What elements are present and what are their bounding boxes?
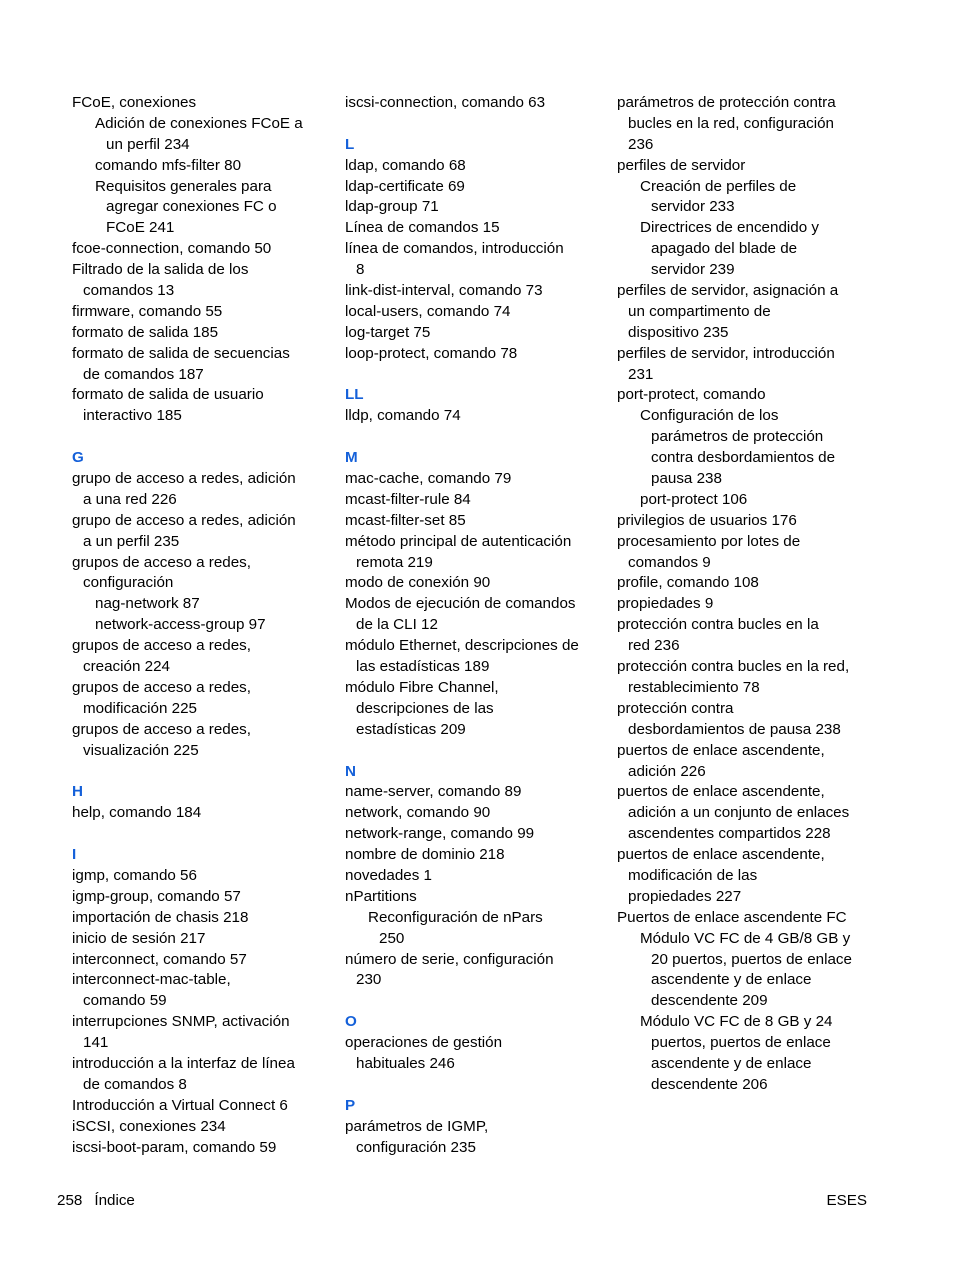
index-subentry: configuración (83, 574, 174, 592)
index-entry: protección contra bucles en la (617, 616, 819, 634)
index-entry: iSCSI, conexiones 234 (72, 1117, 226, 1135)
index-letter-heading: M (345, 449, 358, 467)
index-entry: nombre de dominio 218 (345, 846, 505, 864)
index-entry: Introducción a Virtual Connect 6 (72, 1096, 288, 1114)
index-subentry: propiedades 227 (628, 887, 742, 905)
index-entry: grupo de acceso a redes, adición (72, 511, 296, 529)
index-entry: port-protect, comando (617, 386, 766, 404)
index-entry: firmware, comando 55 (72, 302, 223, 320)
index-subentry: Adición de conexiones FCoE a (95, 114, 303, 132)
index-subentry: network-access-group 97 (95, 616, 266, 634)
index-entry: iscsi-connection, comando 63 (345, 94, 546, 111)
index-subentry: adición 226 (628, 762, 706, 780)
index-entry: FCoE, conexiones (72, 94, 197, 111)
index-column-3 (617, 93, 879, 1096)
index-subentry: adición a un conjunto de enlaces (628, 804, 850, 822)
index-subentry: desbordamientos de pausa 238 (628, 720, 841, 738)
index-entry: perfiles de servidor, asignación a (617, 282, 839, 300)
index-entry: network, comando 90 (345, 804, 491, 822)
index-subentry: parámetros de protección (651, 428, 824, 446)
index-column-1 (72, 93, 334, 1158)
index-entry: formato de salida de secuencias (72, 344, 290, 362)
index-subentry: bucles en la red, configuración (628, 114, 835, 132)
index-subentry: a una red 226 (83, 490, 177, 508)
index-subentry: ascendentes compartidos 228 (628, 825, 831, 843)
index-subentry: visualización 225 (83, 741, 199, 759)
index-letter-heading: I (72, 846, 77, 864)
index-subentry: interactivo 185 (83, 407, 182, 425)
index-subentry: de comandos 8 (83, 1075, 187, 1093)
index-entry: introducción a la interfaz de línea (72, 1054, 295, 1072)
index-entry: lldp, comando 74 (345, 407, 461, 425)
index-entry: método principal de autenticación (345, 532, 572, 550)
index-entry: igmp-group, comando 57 (72, 887, 241, 905)
index-entry: loop-protect, comando 78 (345, 344, 518, 362)
index-entry: grupos de acceso a redes, (72, 720, 251, 738)
footer-section-title: Índice (94, 1192, 135, 1209)
index-entry: name-server, comando 89 (345, 783, 522, 801)
index-entry: grupos de acceso a redes, (72, 553, 251, 571)
page-footer-left (57, 1191, 135, 1211)
index-entry: local-users, comando 74 (345, 302, 511, 320)
index-letter-heading: N (345, 762, 356, 780)
index-entry: grupos de acceso a redes, (72, 637, 251, 655)
index-entry: perfiles de servidor, introducción (617, 344, 835, 362)
index-subentry: servidor 239 (651, 261, 735, 279)
index-column-2 (345, 93, 607, 1158)
index-entry: grupos de acceso a redes, (72, 678, 251, 696)
index-entry: protección contra bucles en la red, (617, 658, 850, 676)
index-entry: iscsi-boot-param, comando 59 (72, 1138, 277, 1156)
index-entry: link-dist-interval, comando 73 (345, 282, 543, 300)
index-entry: número de serie, configuración (345, 950, 554, 968)
index-subentry: a un perfil 235 (83, 532, 180, 550)
index-subentry: servidor 233 (651, 198, 735, 216)
index-entry: igmp, comando 56 (72, 866, 197, 884)
index-subentry: comando mfs-filter 80 (95, 156, 242, 174)
section-spacer (345, 365, 607, 386)
index-subentry: comandos 13 (83, 282, 175, 300)
section-spacer (345, 991, 607, 1012)
section-spacer (345, 1075, 607, 1096)
index-entry: fcoe-connection, comando 50 (72, 240, 272, 258)
index-entry: inicio de sesión 217 (72, 929, 206, 947)
index-subentry: descendente 209 (651, 992, 768, 1010)
index-subentry: remota 219 (356, 553, 433, 571)
index-subentry: nag-network 87 (95, 595, 200, 613)
index-subentry: FCoE 241 (106, 219, 175, 237)
index-subentry: 231 (628, 365, 654, 383)
index-entry: puertos de enlace ascendente, (617, 783, 825, 801)
index-subentry: descripciones de las (356, 699, 494, 717)
index-letter-heading: LL (345, 386, 364, 404)
index-subentry: pausa 238 (651, 470, 722, 488)
index-entry: mcast-filter-set 85 (345, 511, 466, 529)
index-entry: Modos de ejecución de comandos (345, 595, 576, 613)
index-entry: profile, comando 108 (617, 574, 759, 592)
index-entry: interconnect, comando 57 (72, 950, 247, 968)
index-entry: puertos de enlace ascendente, (617, 741, 825, 759)
index-subentry: Módulo VC FC de 8 GB y 24 (640, 1013, 833, 1031)
index-entry: Filtrado de la salida de los (72, 261, 249, 279)
index-subentry: 141 (83, 1034, 109, 1052)
section-spacer (72, 762, 334, 783)
index-letter-heading: H (72, 783, 83, 801)
index-entry: novedades 1 (345, 866, 432, 884)
index-entry: nPartitions (345, 887, 417, 905)
index-entry: parámetros de IGMP, (345, 1117, 489, 1135)
index-entry: interconnect-mac-table, (72, 971, 231, 989)
index-subentry: Configuración de los (640, 407, 779, 425)
index-subentry: ascendente y de enlace (651, 971, 812, 989)
index-entry: formato de salida de usuario (72, 386, 264, 404)
index-entry: ldap-certificate 69 (345, 177, 465, 195)
index-letter-heading: O (345, 1013, 357, 1031)
index-subentry: configuración 235 (356, 1138, 476, 1156)
index-entry: privilegios de usuarios 176 (617, 511, 797, 529)
index-subentry: contra desbordamientos de (651, 449, 836, 467)
page-number: 258 (57, 1192, 83, 1209)
index-subentry: agregar conexiones FC o (106, 198, 277, 216)
index-subentry: 250 (379, 929, 405, 947)
index-subentry: red 236 (628, 637, 680, 655)
index-subentry: 8 (356, 261, 365, 279)
index-subentry: Reconfiguración de nPars (368, 908, 543, 926)
index-entry: Línea de comandos 15 (345, 219, 500, 237)
section-spacer (72, 824, 334, 845)
index-entry: protección contra (617, 699, 734, 717)
index-letter-heading: P (345, 1096, 356, 1114)
index-entry: propiedades 9 (617, 595, 714, 613)
index-subentry: puertos, puertos de enlace (651, 1034, 831, 1052)
section-spacer (345, 114, 607, 135)
index-subentry: un perfil 234 (106, 135, 190, 153)
index-entry: mac-cache, comando 79 (345, 470, 512, 488)
index-letter-heading: L (345, 135, 355, 153)
index-entry: importación de chasis 218 (72, 908, 249, 926)
index-subentry: Requisitos generales para (95, 177, 272, 195)
index-subentry: descendente 206 (651, 1075, 768, 1093)
index-entry: mcast-filter-rule 84 (345, 490, 471, 508)
index-entry: ldap-group 71 (345, 198, 439, 216)
index-entry: interrupciones SNMP, activación (72, 1013, 290, 1031)
index-subentry: comandos 9 (628, 553, 711, 571)
index-entry: módulo Ethernet, descripciones de (345, 637, 579, 655)
index-subentry: dispositivo 235 (628, 323, 729, 341)
index-letter-heading: G (72, 449, 84, 467)
index-subentry: 20 puertos, puertos de enlace (651, 950, 852, 968)
index-subentry: 236 (628, 135, 654, 153)
index-subentry: modificación de las (628, 866, 758, 884)
index-entry: puertos de enlace ascendente, (617, 846, 825, 864)
index-subentry: estadísticas 209 (356, 720, 466, 738)
index-entry: Puertos de enlace ascendente FC (617, 908, 847, 926)
index-entry: línea de comandos, introducción (345, 240, 564, 258)
index-entry: módulo Fibre Channel, (345, 678, 499, 696)
index-entry: parámetros de protección contra (617, 94, 836, 111)
index-entry: procesamiento por lotes de (617, 532, 801, 550)
index-subentry: creación 224 (83, 658, 170, 676)
index-entry: modo de conexión 90 (345, 574, 491, 592)
index-subentry: comando 59 (83, 992, 167, 1010)
index-entry: network-range, comando 99 (345, 825, 535, 843)
index-entry: ldap, comando 68 (345, 156, 466, 174)
index-subentry: las estadísticas 189 (356, 658, 490, 676)
index-subentry: 230 (356, 971, 382, 989)
index-entry: log-target 75 (345, 323, 431, 341)
index-entry: help, comando 184 (72, 804, 202, 822)
index-subentry: restablecimiento 78 (628, 678, 760, 696)
index-subentry: de comandos 187 (83, 365, 204, 383)
index-entry: grupo de acceso a redes, adición (72, 470, 296, 488)
page-footer-lang: ESES (826, 1192, 867, 1209)
index-subentry: Módulo VC FC de 4 GB/8 GB y (640, 929, 851, 947)
index-subentry: un compartimento de (628, 302, 771, 320)
index-subentry: habituales 246 (356, 1054, 455, 1072)
index-entry: perfiles de servidor (617, 156, 746, 174)
index-subentry: modificación 225 (83, 699, 197, 717)
index-entry: formato de salida 185 (72, 323, 219, 341)
index-subentry: Creación de perfiles de (640, 177, 797, 195)
index-subentry: port-protect 106 (640, 490, 748, 508)
index-subentry: de la CLI 12 (356, 616, 438, 634)
section-spacer (345, 427, 607, 448)
index-subentry: ascendente y de enlace (651, 1054, 812, 1072)
index-entry: operaciones de gestión (345, 1034, 503, 1052)
section-spacer (72, 427, 334, 448)
index-subentry: apagado del blade de (651, 240, 798, 258)
index-subentry: Directrices de encendido y (640, 219, 819, 237)
section-spacer (345, 741, 607, 762)
